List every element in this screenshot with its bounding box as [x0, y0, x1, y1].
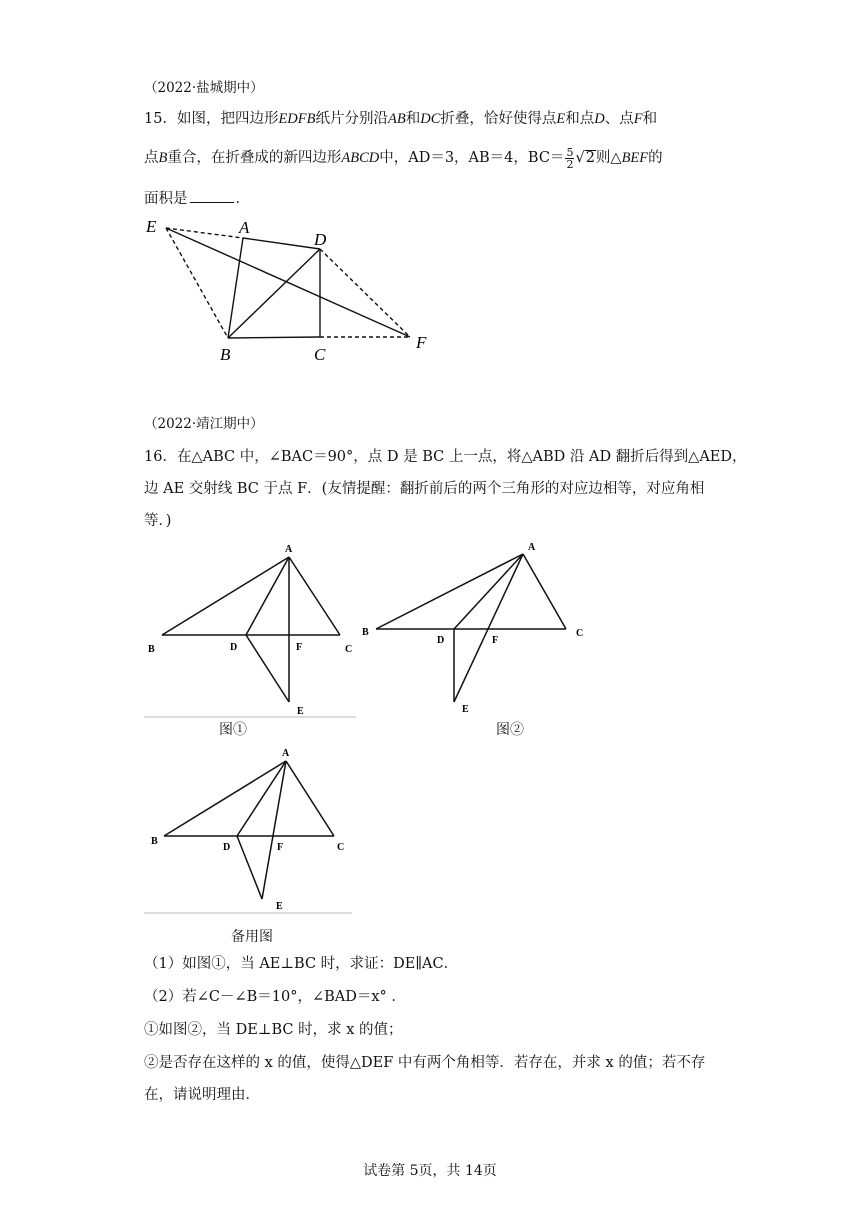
q16-figure-spare	[144, 744, 358, 916]
label-f: F	[416, 333, 427, 352]
fig2-label-e: E	[462, 704, 469, 715]
q16-part1: （1）如图①，当 AE⊥BC 时，求证：DE∥AC．	[144, 956, 459, 972]
q15-text-line1: 15．如图，把四边形EDFB纸片分别沿AB和DC折叠，恰好使得点E和点D、点F和	[144, 111, 658, 127]
fig1-label-f: F	[296, 642, 303, 653]
fig1-label-c: C	[345, 644, 353, 655]
fig3-label-a: A	[282, 748, 290, 759]
q16-source: （2022·靖江期中）	[144, 416, 264, 432]
q15-figure	[140, 212, 440, 372]
fig3-label-e: E	[276, 901, 283, 912]
q16-part2: （2）若∠C－∠B＝10°，∠BAD＝x° ．	[144, 989, 406, 1005]
fig3-label-c: C	[337, 842, 345, 853]
fig2-label-d: D	[437, 635, 445, 646]
fig1-label-a: A	[285, 544, 293, 555]
label-a: A	[239, 218, 250, 237]
fig2-label-c: C	[576, 628, 584, 639]
fig3-caption: 备用图	[231, 929, 273, 945]
label-d: D	[314, 230, 327, 249]
q16-part2a: ①如图②，当 DE⊥BC 时，求 x 的值；	[144, 1022, 403, 1038]
q16-text-line3: 等．)	[144, 513, 172, 529]
q16-figure-1	[144, 540, 358, 720]
q16-text-line1: 16．在△ABC 中，∠BAC＝90°，点 D 是 BC 上一点，将△ABD 沿 AD 翻折后得到△AED，	[144, 449, 747, 465]
fig1-caption: 图①	[219, 722, 247, 738]
page-footer: 试卷第 5页，共 14页	[363, 1163, 497, 1179]
label-e: E	[146, 217, 157, 236]
answer-blank[interactable]	[190, 190, 234, 203]
q16-part2b-line1: ②是否存在这样的 x 的值，使得△DEF 中有两个角相等．若存在，并求 x 的值；若不存	[144, 1055, 706, 1071]
q15-source: （2022·盐城期中）	[144, 80, 264, 96]
fig2-label-a: A	[528, 542, 536, 553]
label-b: B	[220, 345, 231, 364]
q16-text-line2: 边 AE 交射线 BC 于点 F．(友情提醒：翻折前后的两个三角形的对应边相等，对应角相	[144, 481, 705, 497]
q16-part2b-line2: 在，请说明理由．	[144, 1087, 260, 1103]
q15-text-line3: 面积是 ．	[144, 191, 250, 207]
fig1-label-e: E	[297, 706, 304, 717]
fig3-label-b: B	[151, 836, 158, 847]
q15-text-line2: 点B重合，在折叠成的新四边形ABCD中，AD＝3，AB＝4，BC＝ $\frac{5}{2}$ √2则△BEF的	[144, 145, 663, 171]
fig1-label-d: D	[230, 642, 238, 653]
label-c: C	[314, 345, 326, 364]
fig3-label-f: F	[277, 842, 284, 853]
fig2-caption: 图②	[496, 722, 524, 738]
fig2-label-f: F	[492, 635, 499, 646]
fig2-label-b: B	[362, 627, 369, 638]
q16-figure-2	[356, 540, 596, 720]
fig1-label-b: B	[148, 644, 155, 655]
fraction: $\frac{5}{2}$	[566, 145, 574, 171]
fig3-label-d: D	[223, 842, 231, 853]
